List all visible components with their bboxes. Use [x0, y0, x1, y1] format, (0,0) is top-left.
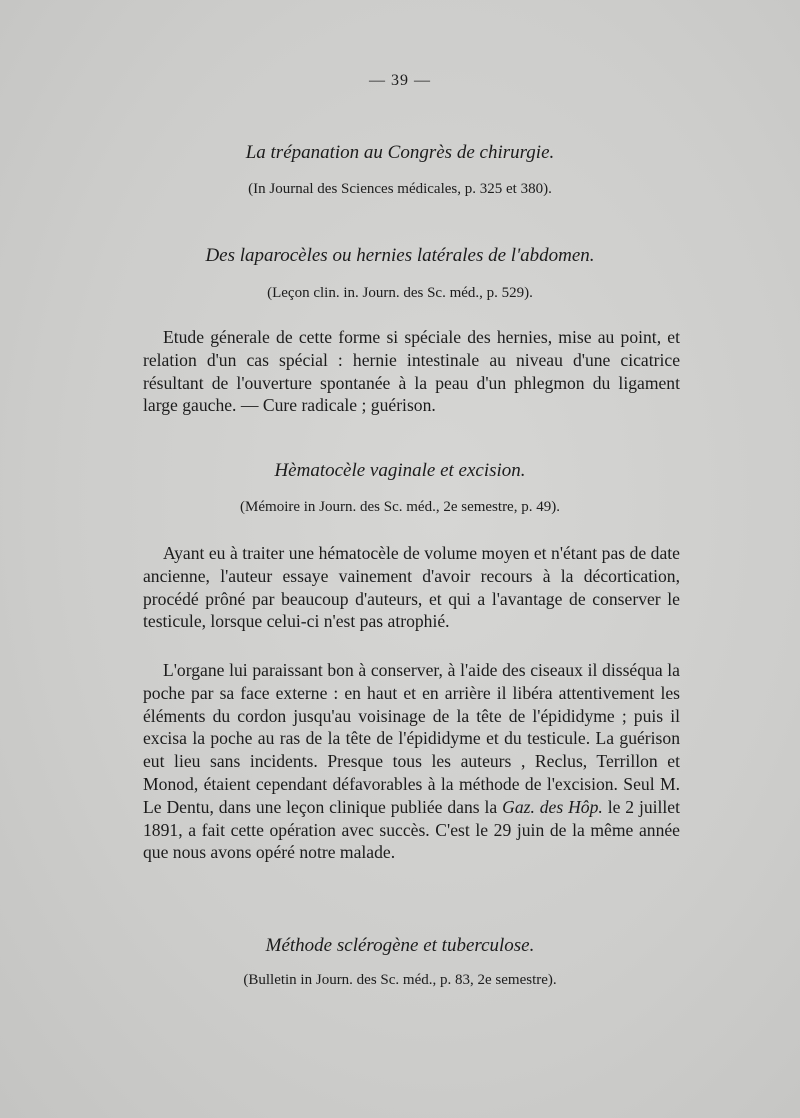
section-title-laparoceles: Des laparocèles ou hernies latérales de l'abdomen.	[205, 245, 595, 266]
page-number: — 39 —	[369, 72, 431, 89]
section-title-methode-sclerogene: Méthode sclérogène et tuberculose.	[265, 935, 535, 956]
section-source-trepanation: (In Journal des Sciences médicales, p. 325 et 380).	[248, 181, 552, 197]
paragraph-hematocele-1: Ayant eu à traiter une hématocèle de volume moyen et n'étant pas de date ancienne, l'auteur essaye vainement d'avoir recours à la décortication, procédé prôné par beaucoup d'auteurs, et qui a l'avantage de conserver le testicule, lorsque celui-ci n'est pas atrophié.	[143, 543, 680, 632]
paragraph-hematocele-2-text-after: le 2 juillet 1891, a fait cette opération avec succès. C'est le 29 juin de la même année que nous avons opéré notre malade.	[143, 796, 681, 863]
section-source-laparoceles: (Leçon clin. in. Journ. des Sc. méd., p. 529).	[267, 285, 533, 301]
paragraph-hematocele-2-text-before: L'organe lui paraissant bon à conserver, à l'aide des ciseaux il disséqua la poche par sa face externe : en haut et en arrière il libéra attentivement les éléments du cordon jusqu'au voisinage de la tête de l'épididyme ; puis il excisa la poche au ras de la tête de l'épididyme et du testicule. La guérison eut lieu sans incidents. Presque tous les auteurs , Reclus, Terrillon et Monod, étaient cependant défavorables à la méthode de l'excision. Seul M. Le Dentu, dans une leçon clinique publiée dans la	[143, 660, 680, 817]
section-title-hematocele: Hèmatocèle vaginale et excision.	[274, 460, 526, 481]
section-source-hematocele: (Mémoire in Journ. des Sc. méd., 2e semestre, p. 49).	[240, 499, 560, 515]
journal-name: Gaz. des Hôp.	[502, 796, 603, 817]
paragraph-hematocele-2	[143, 659, 680, 864]
section-title-trepanation: La trépanation au Congrès de chirurgie.	[245, 142, 555, 163]
paragraph-laparoceles: Etude génerale de cette forme si spéciale des hernies, mise au point, et relation d'un cas spécial : hernie intestinale au niveau d'une cicatrice résultant de l'ouverture spontanée à la peau d'un phlegmon du ligament large gauche. — Cure radicale ; guérison.	[143, 327, 680, 416]
section-source-methode-sclerogene: (Bulletin in Journ. des Sc. méd., p. 83, 2e semestre).	[243, 972, 557, 988]
